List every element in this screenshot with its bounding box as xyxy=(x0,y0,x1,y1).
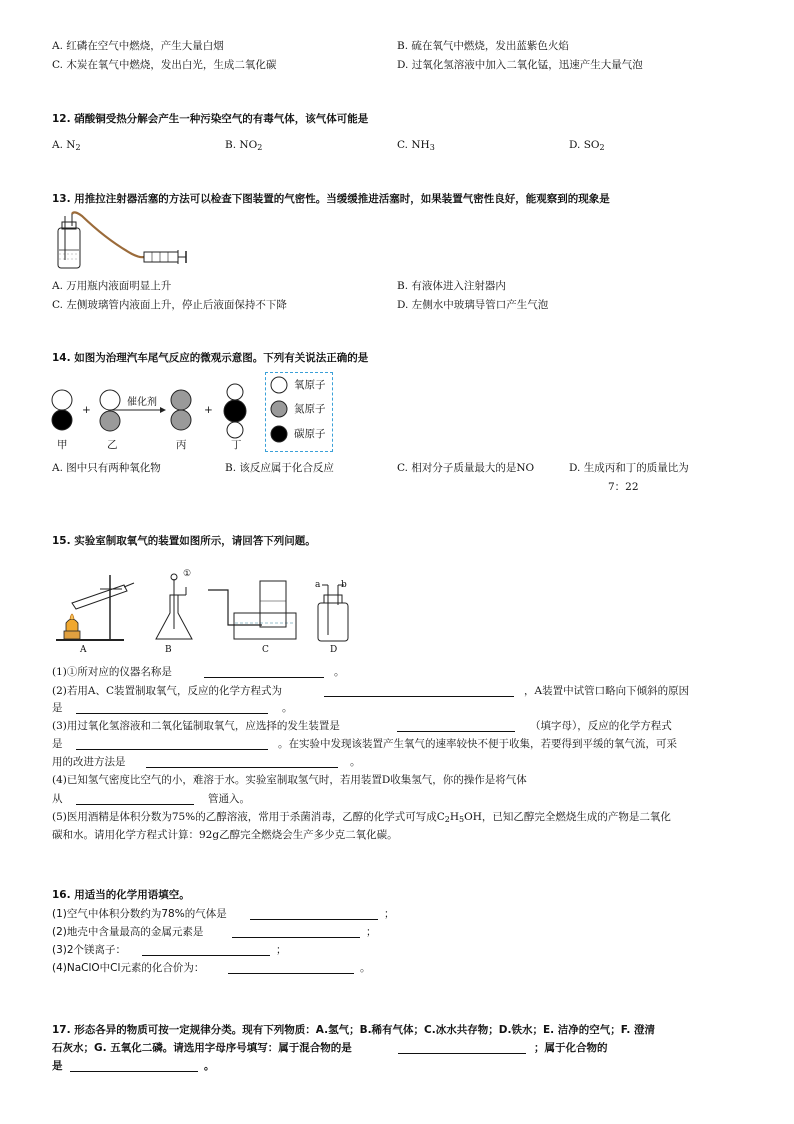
q15-line-4-end: （填字母），反应的化学方程式 xyxy=(530,720,672,732)
q15-blank-4[interactable] xyxy=(397,731,515,732)
q16-blank-2[interactable] xyxy=(232,937,360,938)
q15-stem: 15. 实验室制取氧气的装置如图所示，请回答下列问题。 xyxy=(52,535,316,547)
q14-molecule-yi-svg xyxy=(98,390,122,434)
q14-plus-2: + xyxy=(204,404,213,416)
q15-line-1-end: 。 xyxy=(334,666,345,678)
q14-label-bing: 丙 xyxy=(176,439,187,451)
q15-line-2-end: ，A装置中试管口略向下倾斜的原因 xyxy=(524,685,690,697)
q15-label-c: C xyxy=(262,645,269,655)
q12-stem: 12. 硝酸铜受热分解会产生一种污染空气的有毒气体，该气体可能是 xyxy=(52,113,369,125)
q12-option-d: D. $SO_2$ xyxy=(569,139,605,152)
q15-line-3-end: 。 xyxy=(282,702,293,714)
q15-line-2: (2)若用A、C装置制取氧气，反应的化学方程式为 xyxy=(52,685,282,697)
q13-option-d: D. 左侧水中玻璃导管口产生气泡 xyxy=(397,299,549,311)
q17-line-3: 是 xyxy=(52,1060,63,1072)
q15-label-a: A xyxy=(80,645,87,655)
q13-option-b: B. 有液体进入注射器内 xyxy=(397,280,506,292)
q14-option-c: C. 相对分子质量最大的是NO xyxy=(397,462,535,474)
q15-blank-3[interactable] xyxy=(76,713,268,714)
q17-line-2: 石灰水；G. 五氧化二磷。请选用字母序号填写：属于混合物的是 xyxy=(52,1042,352,1054)
q17-line-3-end: 。 xyxy=(204,1060,215,1072)
q11-option-d: D. 过氧化氢溶液中加入二氧化锰，迅速产生大量气泡 xyxy=(397,59,643,71)
q15-line-5-end: 。在实验中发现该装置产生氧气的速率较快不便于收集，若要得到平缓的氧气流，可采 xyxy=(278,738,677,750)
q17-blank-2[interactable] xyxy=(70,1071,198,1072)
q15-line-6: 用的改进方法是 xyxy=(52,756,126,768)
q14-option-d-ratio: 7：22 xyxy=(608,481,639,493)
q15-port-a: a xyxy=(315,580,321,590)
q16-line-2: (2)地壳中含量最高的金属元素是 xyxy=(52,926,204,938)
q14-legend-icons xyxy=(270,376,290,446)
q16-line-1-end: ； xyxy=(384,908,395,920)
q14-label-ding: 丁 xyxy=(231,439,242,451)
q11-option-b: B. 硫在氧气中燃烧，发出蓝紫色火焰 xyxy=(397,40,569,52)
q15-blank-6[interactable] xyxy=(146,767,338,768)
q12-option-c: C. $NH_3$ xyxy=(397,139,435,152)
q13-option-a: A. 万用瓶内液面明显上升 xyxy=(52,280,172,292)
q11-option-c: C. 木炭在氧气中燃烧，发出白光，生成二氧化碳 xyxy=(52,59,277,71)
q14-option-b: B. 该反应属于化合反应 xyxy=(225,462,334,474)
q14-stem: 14. 如图为治理汽车尾气反应的微观示意图。下列有关说法正确的是 xyxy=(52,352,369,364)
q16-blank-4[interactable] xyxy=(228,973,354,974)
q14-catalyst-label: 催化剂 xyxy=(127,397,157,408)
q13-stem: 13. 用推拉注射器活塞的方法可以检查下图装置的气密性。当缓缓推进活塞时，如果装置气密性良好，能观察到的现象是 xyxy=(52,193,610,205)
q14-legend-oxygen: 氧原子 xyxy=(294,379,326,391)
q15-line-9: (5)医用酒精是体积分数为75%的乙醇溶液，常用于杀菌消毒，乙醇的化学式可写成$C_2H_5OH$，已知乙醇完全燃烧生成的产物是二氧化 xyxy=(52,811,671,824)
q15-line-8: 从 xyxy=(52,793,63,805)
q17-line-2-end: ；属于化合物的 xyxy=(534,1042,608,1054)
q14-plus-1: + xyxy=(82,404,91,416)
q14-legend-nitrogen: 氮原子 xyxy=(294,403,326,415)
q13-apparatus-figure xyxy=(52,212,192,270)
q17-line-1: 17. 形态各异的物质可按一定规律分类。现有下列物质：A.氢气；B.稀有气体；C.冰水共存物；D.铁水；E. 洁净的空气；F. 澄清 xyxy=(52,1024,656,1036)
q14-option-d: D. 生成丙和丁的质量比为 xyxy=(569,462,689,474)
q14-option-a: A. 图中只有两种氧化物 xyxy=(52,462,161,474)
q16-line-3-end: ； xyxy=(276,944,287,956)
q12-option-a: A. $N_2$ xyxy=(52,139,81,152)
q15-line-1: (1)①所对应的仪器名称是 xyxy=(52,666,172,678)
q15-port-b: b xyxy=(341,580,347,590)
q16-line-4: (4)NaClO中Cl元素的化合价为： xyxy=(52,962,205,974)
q15-line-5: 是 xyxy=(52,738,63,750)
q16-line-4-end: 。 xyxy=(360,962,371,974)
q11-option-a: A. 红磷在空气中燃烧，产生大量白烟 xyxy=(52,40,224,52)
q16-line-2-end: ； xyxy=(366,926,377,938)
q15-line-3: 是 xyxy=(52,702,63,714)
q15-label-d: D xyxy=(330,645,338,655)
q15-blank-1[interactable] xyxy=(204,677,324,678)
q16-blank-3[interactable] xyxy=(142,955,270,956)
q12-option-b: B. $NO_2$ xyxy=(225,139,263,152)
q15-line-4: (3)用过氧化氢溶液和二氧化锰制取氧气，应选择的发生装置是 xyxy=(52,720,340,732)
q16-line-3: (3)2个镁离子： xyxy=(52,944,127,956)
q15-blank-5[interactable] xyxy=(76,749,268,750)
q16-blank-1[interactable] xyxy=(250,919,378,920)
q16-stem: 16. 用适当的化学用语填空。 xyxy=(52,889,190,901)
q14-label-jia: 甲 xyxy=(57,439,68,451)
q15-line-8-end: 管通入。 xyxy=(208,793,250,805)
q13-option-c: C. 左侧玻璃管内液面上升，停止后液面保持不下降 xyxy=(52,299,287,311)
q15-line-7: (4)已知氢气密度比空气的小，难溶于水。实验室制取氢气时，若用装置D收集氢气，你的操作是将气体 xyxy=(52,774,527,786)
q17-blank-1[interactable] xyxy=(398,1053,526,1054)
q15-line-10: 碳和水。请用化学方程式计算：92g乙醇完全燃烧会生产多少克二氧化碳。 xyxy=(52,829,398,841)
q14-label-yi: 乙 xyxy=(107,439,118,451)
q16-line-1: (1)空气中体积分数约为78%的气体是 xyxy=(52,908,227,920)
q15-blank-2[interactable] xyxy=(324,696,514,697)
q15-apparatus-figure xyxy=(52,565,372,650)
q15-line-6-end: 。 xyxy=(350,756,361,768)
q14-legend-carbon: 碳原子 xyxy=(294,428,326,440)
q15-blank-7[interactable] xyxy=(76,804,194,805)
q15-circle-1: ① xyxy=(183,569,192,579)
q15-label-b: B xyxy=(165,645,172,655)
